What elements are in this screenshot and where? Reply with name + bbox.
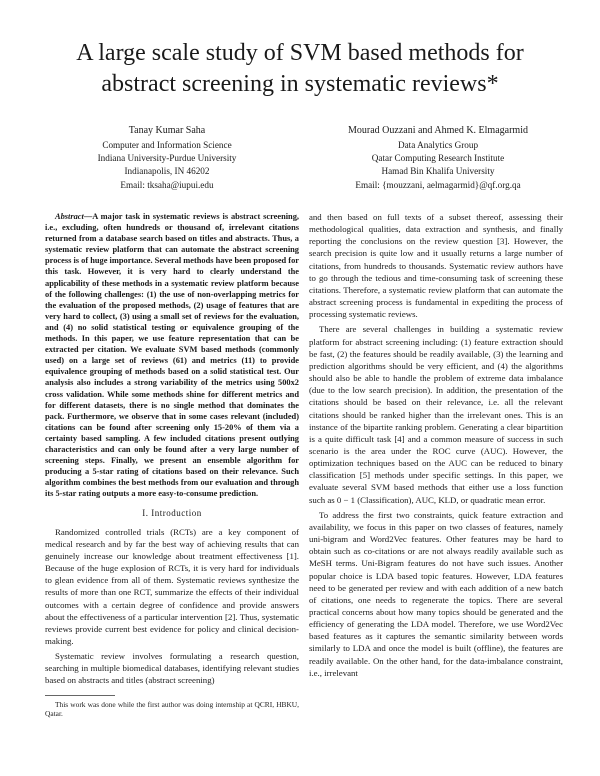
author-affiliation-line: Indiana University-Purdue University — [97, 153, 237, 164]
author-block-2 — [313, 124, 563, 192]
body-paragraph: To address the first two constraints, quick feature extraction and availability, we focus in this paper on two classes of features, namely uni-bigram and Word2Vec features. Other features may be hard to obtain such as co-citations or are not always readily available such as MeSH terms. Uni-Bigram features do not have such issues. Another popular choice is LDA based topic features. However, LDA features need to be generated per review and with each addition of a new batch of citations, one needs to regenerate the topics. There are several practical concerns about how many topics should be generated and the efficiency of generating the LDA model. Therefore, we use Word2Vec based features as it captures the semantic similarity between words similarly to LDA and once the model is built (offline), the features are readily available. On the other hand, for the data-imbalance constraint, i.e., irrelevant — [309, 509, 563, 678]
body-paragraph: and then based on full texts of a subset thereof, assessing their methodological qualities, data extraction and synthesis, and finally reporting the conclusions on the review question [3]. However, the search precision is quite low and it usually returns a large number of citations, from hundreds to thousands. Systematic review authors have to go through the tedious and time-consuming task of screening these citations. Therefore, a systematic review platform that can automate the abstract screening process is fundamental in expediting the process of processing systematic reviews. — [309, 212, 563, 320]
body-paragraph: Randomized controlled trials (RCTs) are a key component of medical research and by far the best way of achieving results that can genuinely increase our knowledge about treatment effectiveness [1]. Because of the huge explosion of RCTs, it is very hard for individuals to glean evidence from all of them. Systematic reviews synthesize the results of more than one RCT, summarize the effects of their individual outcomes with a certain degree of confidence and provide answers about the effectiveness of a particular intervention [2]. Thus, systematic reviews provide current best evidence for policy and clinical decision-making. — [45, 526, 299, 646]
body-paragraph: Systematic review involves formulating a research question, searching in multiple biomedical databases, identifying relevant studies based on abstracts and titles (abstract screening) — [45, 651, 299, 686]
abstract — [45, 211, 299, 499]
author-affiliation-line: Qatar Computing Research Institute — [371, 153, 505, 164]
footnote: This work was done while the first author was doing internship at QCRI, HBKU, Qatar. — [45, 699, 299, 719]
author-affiliation-line: Computer and Information Science — [102, 140, 232, 150]
abstract-text: —A major task in systematic reviews is abstract screening, i.e., excluding, often hundreds or thousand of, irrelevant citations returned from a database search based on titles and abstracts. Thus, a systematic review platform that can automate the abstract screening process is of huge importance. Several methods have been proposed for this task. However, it is very hard to clearly understand the applicability of these methods in a systematic review platform because of the following challenges: (1) the use of non-overlapping metrics for the evaluation of the proposed methods, (2) usage of features that are very hard to collect, (3) using a small set of reviews for the evaluation, and (4) no solid statistical testing or equivalence grouping of the methods. In this paper, we use feature representation that can be extracted per citation. We evaluate SVM based methods (commonly used) on a large set of reviews (61) and metrics (11) to provide equivalence grouping of methods based on a solid statistical test. Our analysis also includes a strong variability of the metrics using 500x2 cross validation. While some methods shine for different metrics and for different datasets, there is no single method that dominates the pack. Furthermore, we observe that in some cases relevant (included) citations can be found after screening only 15-20% of them via a certainty based sampling. A few included citations present outlying characteristics and can only be found after a very large number of screening steps. Finally, we present an ensemble algorithm for producing a 5-star rating of citations based on their relevance. Such algorithm combines the best methods from our evaluation and through its 5-star rating outputs a more easy-to-consume prediction. — [45, 212, 299, 499]
author-block-1 — [42, 124, 292, 192]
author-affiliation-line: Hamad Bin Khalifa University — [381, 166, 495, 177]
author-email: Email: tksaha@iupui.edu — [120, 179, 214, 190]
author-email: Email: {mouzzani, aelmagarmid}@qf.org.qa — [355, 179, 521, 190]
body-paragraph: There are several challenges in building a systematic review platform for abstract screening including: (1) feature extraction should be fast, (2) the features should be readily available, (3) the learning and prediction algorithms should be very efficient, and (4) the algorithms should also be able to handle the problem of extreme data imbalance (due to the low search precision). In addition, the presentation of the citations should be based on their relevance, i.e. all the relevant citations should be ranked higher than the irrelevant ones. This is an instance of the bipartite ranking problem. Generating a clear bipartition is a quite difficult task [4] and a common measure of success in such scenario is the area under the ROC curve (AUC). However, the optimization techniques based on the AUC can be reduced to binary classification [5] methods under specific settings. In this paper, we evaluate several SVM based methods that either use a loss function such as 0 − 1 (Classification), AUC, KLD, or quadratic mean error. — [309, 324, 563, 505]
abstract-label: Abstract — [55, 212, 84, 221]
author-affiliation-line: Data Analytics Group — [397, 140, 479, 150]
author-name: Tanay Kumar Saha — [128, 125, 206, 136]
author-affiliation-line: Indianapolis, IN 46202 — [124, 166, 210, 177]
right-column — [309, 211, 563, 679]
left-column — [45, 211, 299, 719]
footnote-divider — [45, 695, 115, 696]
author-name: Mourad Ouzzani and Ahmed K. Elmagarmid — [348, 125, 528, 136]
paper-title: A large scale study of SVM based methods for abstract screening in systematic reviews* — [76, 40, 524, 97]
section-heading-introduction: I. Introduction — [142, 508, 202, 519]
